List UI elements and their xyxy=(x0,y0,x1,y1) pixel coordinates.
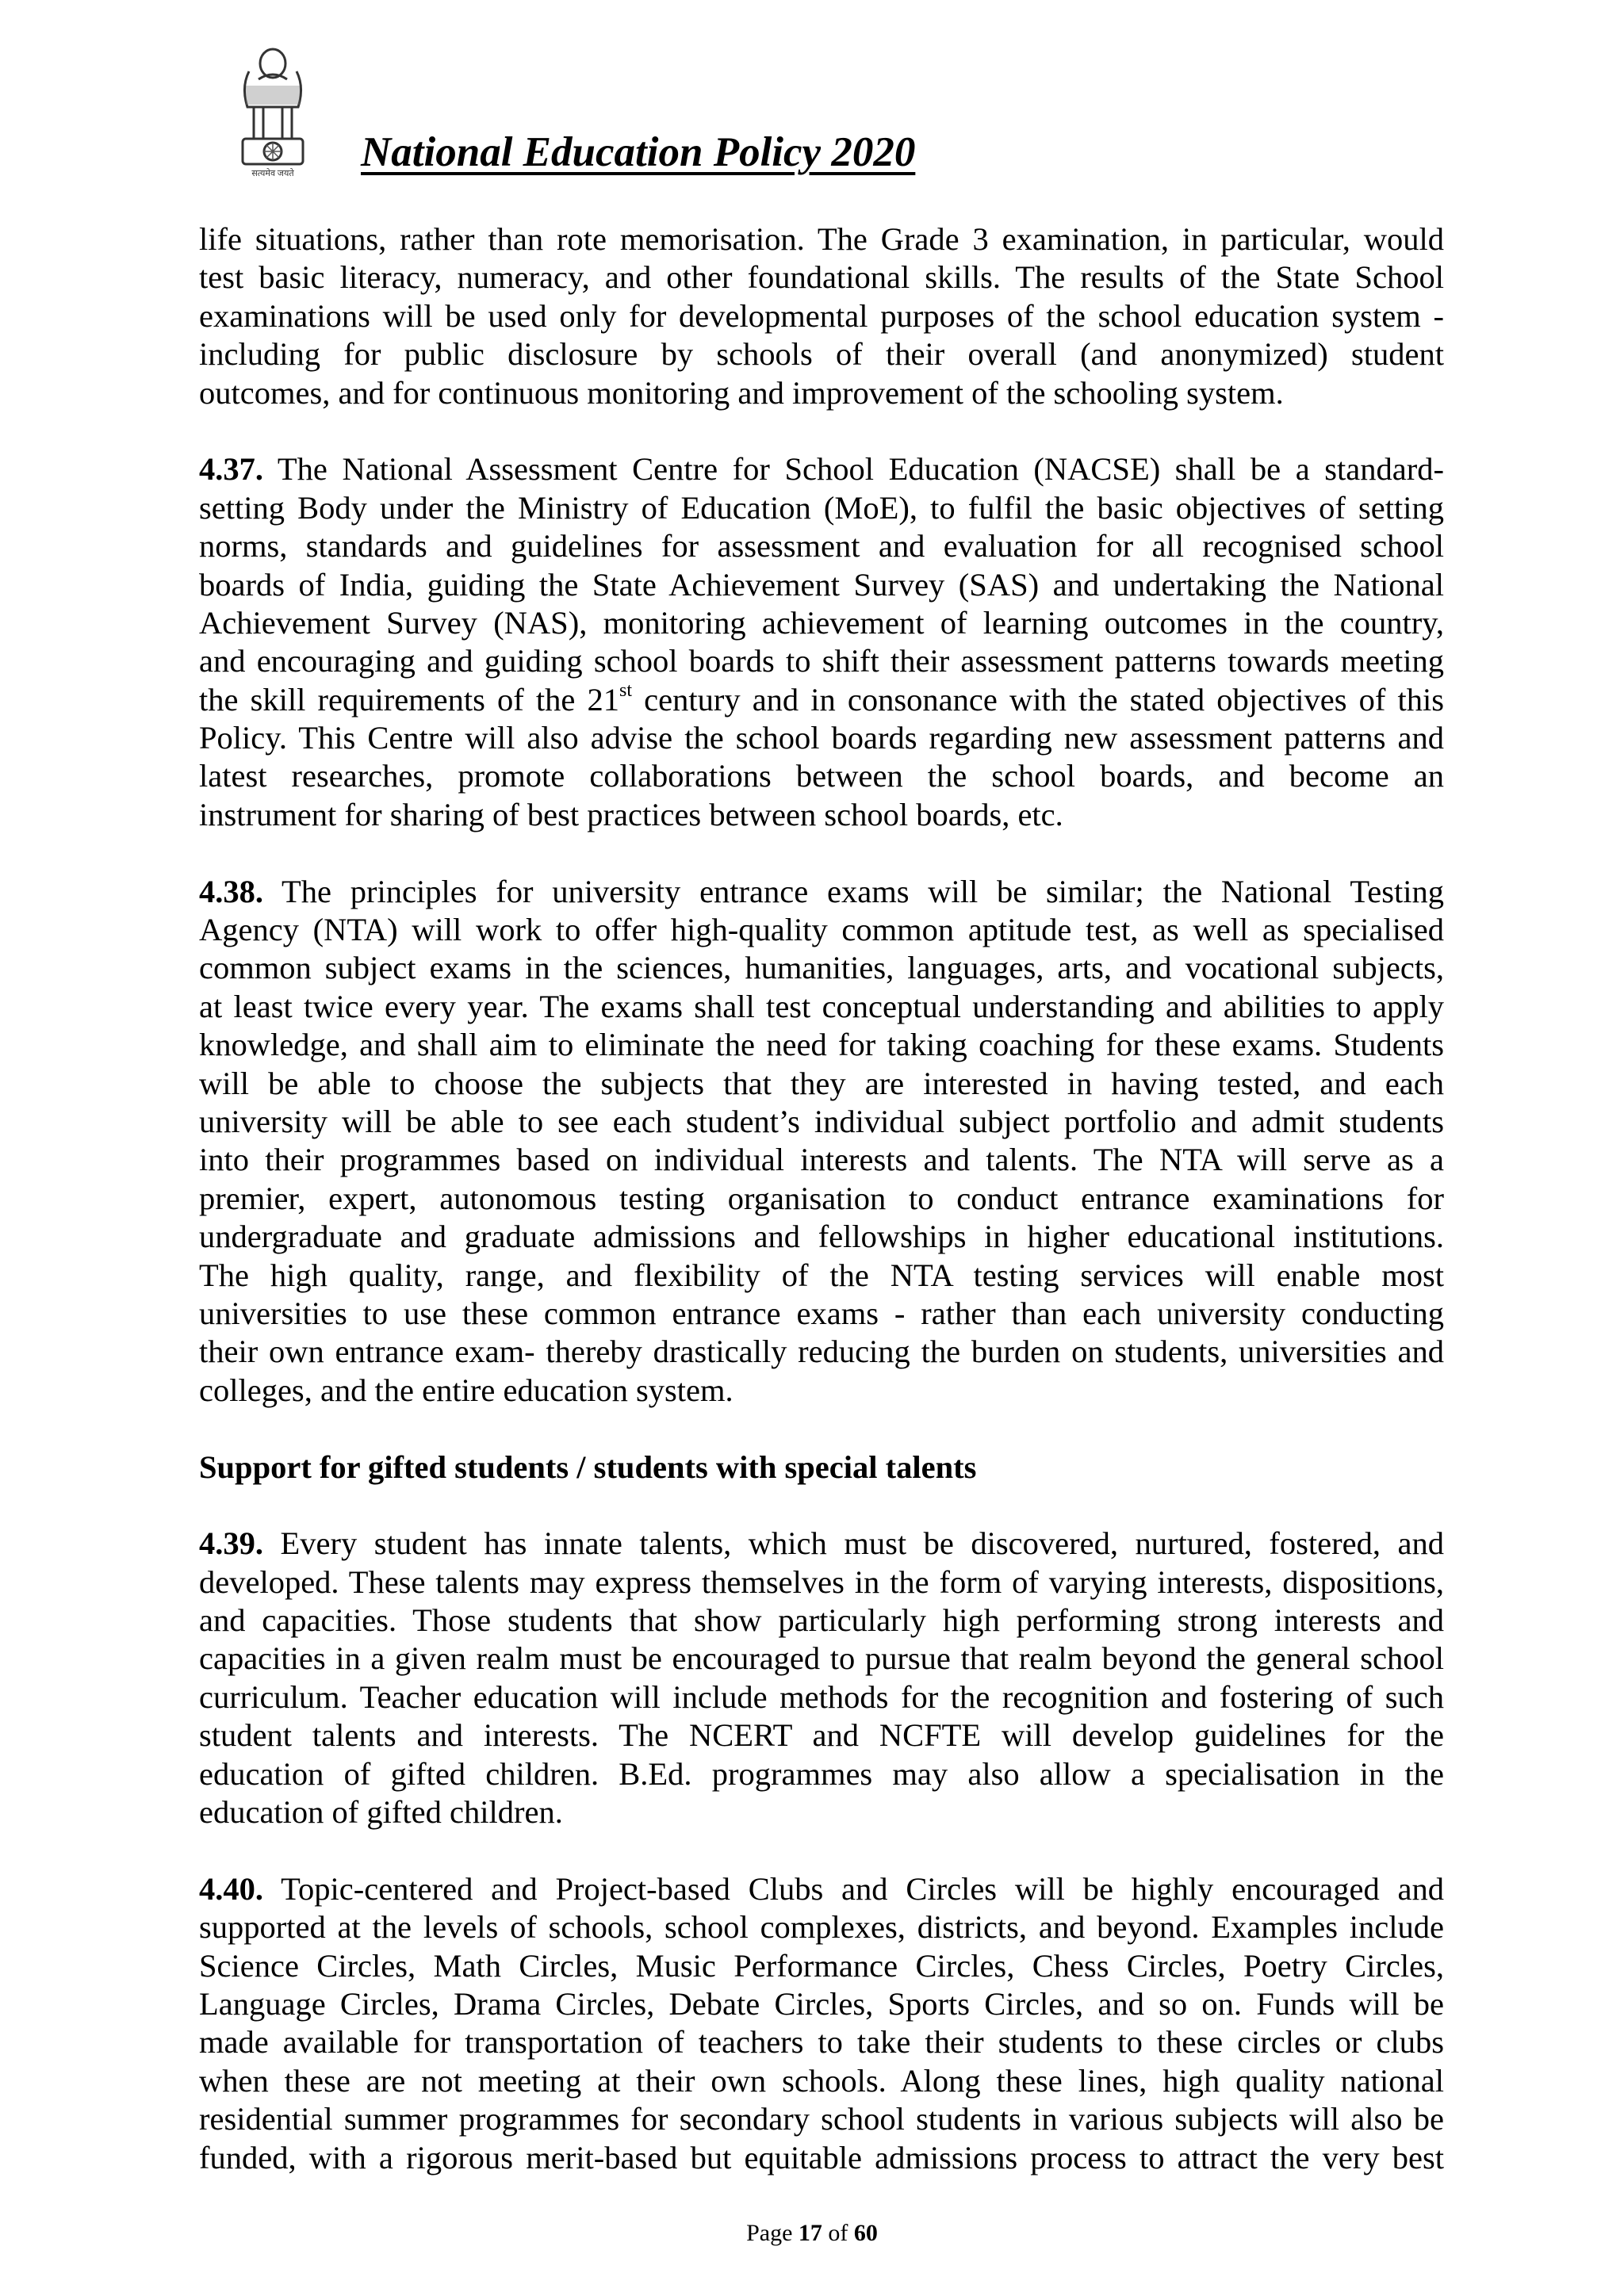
superscript: st xyxy=(619,679,633,701)
text-line xyxy=(199,1678,1444,1716)
text-line xyxy=(199,1333,1444,1371)
text-line xyxy=(199,1218,1444,1256)
text-line xyxy=(199,374,1444,412)
line-text: colleges, and the entire education system. xyxy=(199,1372,733,1408)
text-line xyxy=(199,1947,1444,1985)
line-text: supported at the levels of schools, school complexes, districts, and beyond. Examples include xyxy=(199,1909,1444,1946)
text-line xyxy=(199,1793,1444,1831)
line-text: norms, standards and guidelines for assessment and evaluation for all recognised school xyxy=(199,528,1444,564)
document-body xyxy=(199,220,1444,2215)
paragraph-number: 4.38. xyxy=(199,873,263,909)
page-of-label: of xyxy=(822,2220,854,2246)
paragraph-number: 4.39. xyxy=(199,1525,263,1562)
line-text: Policy. This Centre will also advise the school boards regarding new assessment patterns and xyxy=(199,720,1444,756)
paragraph-number: 4.37. xyxy=(199,451,263,488)
text-line xyxy=(199,527,1444,565)
line-text: their own entrance exam- thereby drastically reducing the burden on students, universities and xyxy=(199,1334,1444,1370)
text-line xyxy=(199,1180,1444,1218)
page-label: Page xyxy=(746,2220,799,2246)
line-text: boards of India, guiding the State Achievement Survey (SAS) and undertaking the National xyxy=(199,566,1444,603)
text-line xyxy=(199,1908,1444,1946)
line-text: common subject exams in the sciences, humanities, languages, arts, and vocational subjects, xyxy=(199,950,1444,986)
line-text: The high quality, range, and flexibility of the NTA testing services will enable most xyxy=(199,1257,1444,1293)
line-text: The National Assessment Centre for School Education (NACSE) shall be a standard- xyxy=(263,451,1444,488)
page-total: 60 xyxy=(853,2220,878,2246)
line-text: examinations will be used only for developmental purposes of the school education system - xyxy=(199,297,1444,334)
line-text: education of gifted children. B.Ed. programmes may also allow a specialisation in the xyxy=(199,1755,1444,1792)
section-heading: Support for gifted students / students with special talents xyxy=(199,1448,977,1485)
text-line xyxy=(199,1755,1444,1793)
line-text: Every student has innate talents, which must be discovered, nurtured, fostered, and xyxy=(263,1525,1444,1562)
line-text: universities to use these common entrance exams - rather than each university conducting xyxy=(199,1295,1444,1331)
line-text: Science Circles, Math Circles, Music Performance Circles, Chess Circles, Poetry Circles, xyxy=(199,1947,1444,1984)
line-text: outcomes, and for continuous monitoring and improvement of the schooling system. xyxy=(199,374,1284,411)
text-line xyxy=(199,757,1444,795)
line-text: at least twice every year. The exams shall test conceptual understanding and abilities to apply xyxy=(199,988,1444,1024)
line-text: knowledge, and shall aim to eliminate the need for taking coaching for these exams. Students xyxy=(199,1027,1444,1063)
paragraph xyxy=(199,873,1444,1410)
line-text: capacities in a given realm must be encouraged to pursue that realm beyond the general school xyxy=(199,1640,1444,1677)
text-line xyxy=(199,873,1444,911)
text-line xyxy=(199,2062,1444,2100)
line-text: life situations, rather than rote memorisation. The Grade 3 examination, in particular, would xyxy=(199,221,1444,257)
line-text: and encouraging and guiding school boards to shift their assessment patterns towards meeting xyxy=(199,643,1444,679)
line-text: Achievement Survey (NAS), monitoring achievement of learning outcomes in the country, xyxy=(199,604,1444,641)
line-text: century and in consonance with the stated objectives of this xyxy=(632,681,1444,718)
line-text: and capacities. Those students that show particularly high performing strong interests and xyxy=(199,1602,1444,1639)
line-text: university will be able to see each student’s individual subject portfolio and admit students xyxy=(199,1103,1444,1139)
text-line xyxy=(199,1295,1444,1333)
paragraph xyxy=(199,1870,1444,2177)
line-text: premier, expert, autonomous testing organisation to conduct entrance examinations for xyxy=(199,1180,1444,1216)
line-text: test basic literacy, numeracy, and other foundational skills. The results of the State School xyxy=(199,259,1444,296)
text-line xyxy=(199,220,1444,258)
page-footer xyxy=(0,2220,1624,2247)
line-text: the skill requirements of the 21 xyxy=(199,681,619,718)
paragraph xyxy=(199,220,1444,412)
paragraph xyxy=(199,1525,1444,1831)
line-text: undergraduate and graduate admissions and fellowships in higher educational institutions. xyxy=(199,1219,1444,1255)
text-line xyxy=(199,1985,1444,2023)
line-text: latest researches, promote collaborations between the school boards, and become an xyxy=(199,758,1444,794)
text-line xyxy=(199,2100,1444,2138)
text-line xyxy=(199,988,1444,1026)
text-line xyxy=(199,1525,1444,1563)
text-line xyxy=(199,566,1444,604)
text-line xyxy=(199,1065,1444,1103)
text-line xyxy=(199,796,1444,834)
line-text: Topic-centered and Project-based Clubs and Circles will be highly encouraged and xyxy=(263,1870,1444,1907)
line-text: into their programmes based on individual interests and talents. The NTA will serve as a xyxy=(199,1142,1444,1178)
text-line xyxy=(199,1372,1444,1410)
line-text: setting Body under the Ministry of Education (MoE), to fulfil the basic objectives of setting xyxy=(199,489,1444,526)
document-title: National Education Policy 2020 xyxy=(361,129,916,175)
text-line xyxy=(199,335,1444,373)
text-line xyxy=(199,911,1444,949)
line-text: instrument for sharing of best practices between school boards, etc. xyxy=(199,796,1063,832)
page-number: 17 xyxy=(798,2220,822,2246)
text-line xyxy=(199,258,1444,297)
line-text: education of gifted children. xyxy=(199,1794,563,1831)
line-text: Agency (NTA) will work to offer high-quality common aptitude test, as well as specialised xyxy=(199,912,1444,948)
text-line xyxy=(199,1640,1444,1678)
text-line xyxy=(199,1716,1444,1755)
text-line xyxy=(199,489,1444,527)
line-text: funded, with a rigorous merit-based but equitable admissions process to attract the very best xyxy=(199,2139,1444,2175)
text-line xyxy=(199,1870,1444,1908)
line-text: including for public disclosure by schools of their overall (and anonymized) student xyxy=(199,336,1444,373)
national-emblem-logo xyxy=(232,40,314,178)
svg-text:सत्यमेव जयते: सत्यमेव जयते xyxy=(251,169,294,178)
paragraph-number: 4.40. xyxy=(199,1870,263,1907)
text-line xyxy=(199,1141,1444,1179)
text-line xyxy=(199,949,1444,987)
text-line xyxy=(199,719,1444,757)
text-line xyxy=(199,604,1444,642)
line-text: residential summer programmes for secondary school students in various subjects will also be xyxy=(199,2101,1444,2137)
line-text: when these are not meeting at their own schools. Along these lines, high quality national xyxy=(199,2062,1444,2099)
line-text: will be able to choose the subjects that they are interested in having tested, and each xyxy=(199,1065,1444,1101)
text-line xyxy=(199,450,1444,488)
line-text: student talents and interests. The NCERT and NCFTE will develop guidelines for the xyxy=(199,1717,1444,1754)
text-line xyxy=(199,1601,1444,1640)
text-line xyxy=(199,1026,1444,1064)
text-line xyxy=(199,1563,1444,1601)
text-line xyxy=(199,2023,1444,2061)
text-line xyxy=(199,1103,1444,1141)
line-text: Language Circles, Drama Circles, Debate Circles, Sports Circles, and so on. Funds will be xyxy=(199,1985,1444,2022)
text-line xyxy=(199,681,1444,719)
paragraph xyxy=(199,450,1444,834)
line-text: developed. These talents may express themselves in the form of varying interests, dispositions, xyxy=(199,1563,1444,1600)
text-line xyxy=(199,1257,1444,1295)
text-line xyxy=(199,2139,1444,2177)
line-text: curriculum. Teacher education will include methods for the recognition and fostering of such xyxy=(199,1678,1444,1715)
line-text: made available for transportation of teachers to take their students to these circles or clubs xyxy=(199,2024,1444,2061)
text-line xyxy=(199,297,1444,335)
line-text: The principles for university entrance exams will be similar; the National Testing xyxy=(263,873,1444,909)
text-line xyxy=(199,642,1444,680)
